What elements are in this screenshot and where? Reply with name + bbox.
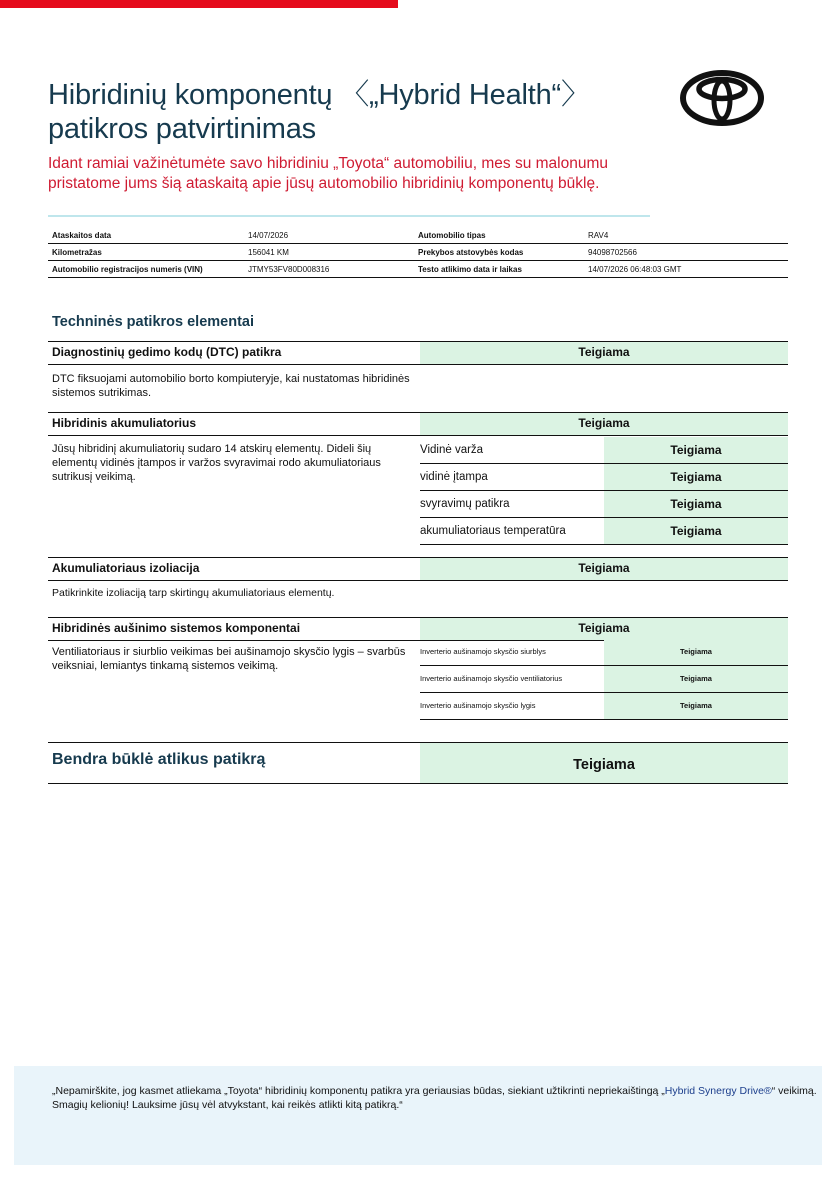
info-label: Ataskaitos data (52, 230, 112, 240)
subcheck-row (420, 666, 788, 693)
isolation-check-block (48, 557, 788, 581)
battery-check-block (48, 412, 788, 436)
section-title: Techninės patikros elementai (52, 314, 254, 330)
subcheck-row (420, 518, 788, 545)
subcheck-name: Inverterio aušinamojo skysčio ventiliatorius (420, 674, 563, 683)
cooling-check-result: Teigiama (420, 618, 788, 640)
cooling-check-header (48, 617, 788, 641)
page-title: Hibridinių komponentų 〈„Hybrid Health“〉 patikros patvirtinimas (48, 79, 590, 145)
info-label: Automobilio tipas (418, 230, 486, 240)
divider (48, 215, 650, 217)
subcheck-row (420, 693, 788, 720)
cooling-check-description: Ventiliatoriaus ir siurblio veikimas bei aušinamojo skysčio lygis – svarbūs veiksniai, lemiantys tinkamą sistemos veikimą. (52, 646, 406, 672)
cooling-subchecks (420, 639, 788, 720)
footer-text: „Nepamirškite, jog kasmet atliekama „Toyota“ hibridinių komponentų patikra yra geriausias būdas, siekiant užtikrinti nepriekaištingą „ (52, 1085, 665, 1097)
cooling-check-name: Hibridinės aušinimo sistemos komponentai (52, 621, 301, 635)
overall-status-result: Teigiama (420, 743, 788, 783)
subcheck-row (420, 437, 788, 464)
isolation-check-name: Akumuliatoriaus izoliacija (52, 561, 200, 575)
info-value: 156041 KM (248, 247, 289, 257)
info-value: 14/07/2026 06:48:03 GMT (588, 264, 682, 274)
dtc-check-block (48, 341, 788, 365)
toyota-logo-icon (680, 70, 764, 126)
info-value: 14/07/2026 (248, 230, 289, 240)
footer-brand: Hybrid Synergy Drive® (664, 1085, 772, 1097)
info-row (48, 261, 788, 278)
battery-subchecks (420, 437, 788, 545)
subcheck-name: akumuliatoriaus temperatūra (420, 525, 566, 537)
info-label: Testo atlikimo data ir laikas (418, 264, 522, 274)
subcheck-result: Teigiama (604, 666, 788, 692)
battery-check-name: Hibridinis akumuliatorius (52, 416, 197, 430)
subcheck-row (420, 464, 788, 491)
page-subtitle: Idant ramiai važinėtumėte savo hibridiniu „Toyota“ automobiliu, mes su malonumu pristatome jums šią ataskaitą apie jūsų automobilio hibridinių komponentų būklę. (48, 155, 608, 192)
subcheck-name: Inverterio aušinamojo skysčio siurblys (420, 647, 546, 656)
info-label: Automobilio registracijos numeris (VIN) (52, 264, 203, 274)
info-row (48, 244, 788, 261)
footer-note (14, 1066, 822, 1165)
dtc-check-result: Teigiama (420, 342, 788, 364)
info-row (48, 227, 788, 244)
overall-status-name: Bendra būklė atlikus patikrą (52, 751, 266, 768)
footer-text-end: “ veikimą. Smagių kelionių! Lauksime jūsų vėl atvykstant, kai reikės atlikti kitą patikrą.“ (52, 1085, 817, 1111)
subcheck-name: Vidinė varža (420, 444, 484, 456)
battery-check-result: Teigiama (420, 413, 788, 435)
subcheck-row (420, 491, 788, 518)
isolation-check-description: Patikrinkite izoliaciją tarp skirtingų akumuliatoriaus elementų. (52, 587, 335, 599)
report-info-table (48, 227, 788, 278)
info-value: RAV4 (588, 230, 609, 240)
info-value: JTMY53FV80D008316 (248, 264, 330, 274)
info-label: Prekybos atstovybės kodas (418, 247, 524, 257)
cooling-check-block (48, 617, 788, 641)
subcheck-name: svyravimų patikra (420, 498, 510, 510)
battery-check-header (48, 412, 788, 436)
dtc-check-name: Diagnostinių gedimo kodų (DTC) patikra (52, 345, 282, 359)
overall-status (48, 742, 788, 784)
dtc-check-description: DTC fiksuojami automobilio borto kompiuteryje, kai nustatomas hibridinės sistemos sutrikimas. (52, 373, 410, 399)
subcheck-result: Teigiama (604, 437, 788, 463)
subcheck-row (420, 639, 788, 666)
subcheck-result: Teigiama (604, 639, 788, 665)
subcheck-result: Teigiama (604, 693, 788, 719)
subcheck-name: Inverterio aušinamojo skysčio lygis (420, 701, 536, 710)
battery-check-description: Jūsų hibridinį akumuliatorių sudaro 14 atskirų elementų. Dideli šių elementų vidinės įtampos ir varžos svyravimai rodo akumuliatoriaus sutrikusį veikimą. (52, 443, 381, 483)
subcheck-result: Teigiama (604, 491, 788, 517)
info-label: Kilometražas (52, 247, 102, 257)
subcheck-result: Teigiama (604, 518, 788, 544)
top-accent-bar (0, 0, 398, 8)
dtc-check-header (48, 341, 788, 365)
isolation-check-header (48, 557, 788, 581)
subcheck-name: vidinė įtampa (420, 471, 488, 483)
info-value: 94098702566 (588, 247, 637, 257)
subcheck-result: Teigiama (604, 464, 788, 490)
isolation-check-result: Teigiama (420, 558, 788, 580)
